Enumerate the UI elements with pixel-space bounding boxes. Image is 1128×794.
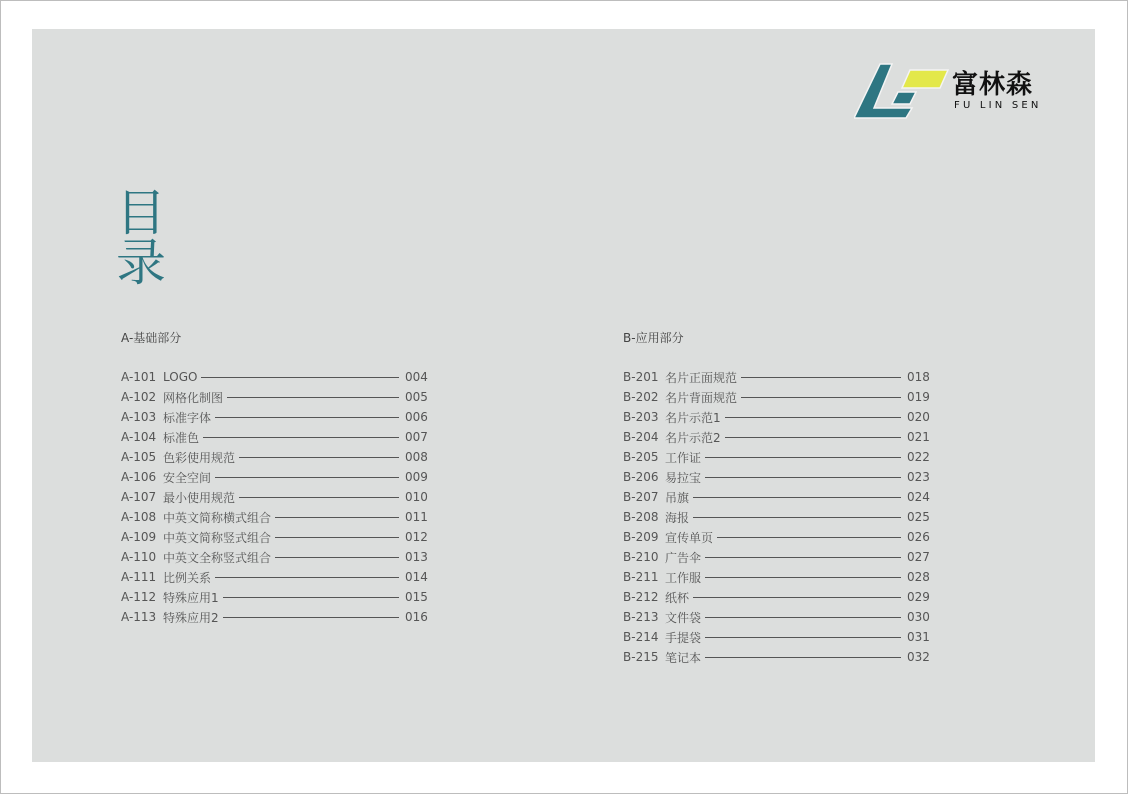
- toc-entry-leader: [693, 597, 901, 598]
- toc-entry-title: 工作证: [665, 450, 702, 465]
- toc-entry-page: 008: [405, 450, 428, 464]
- toc-entry-page: 009: [405, 470, 428, 484]
- toc-entry-page: 020: [907, 410, 930, 424]
- toc-entry[interactable]: [623, 567, 931, 587]
- toc-entry-code: B-211: [623, 570, 659, 584]
- toc-entry[interactable]: [623, 507, 931, 527]
- toc-entry[interactable]: [623, 587, 931, 607]
- toc-entry-code: B-205: [623, 450, 659, 464]
- toc-entry-page: 013: [405, 550, 428, 564]
- toc-entry-code: A-102: [121, 390, 157, 404]
- toc-entry-leader: [275, 557, 399, 558]
- toc-entry-page: 018: [907, 370, 930, 384]
- toc-entry-title: 海报: [665, 510, 690, 525]
- toc-entry-leader: [239, 497, 399, 498]
- toc-entry[interactable]: [623, 427, 931, 447]
- toc-entry-title: 纸杯: [665, 590, 690, 605]
- toc-entry-page: 029: [907, 590, 930, 604]
- section-a-heading: A-基础部分: [121, 331, 182, 345]
- toc-entry[interactable]: [121, 607, 429, 627]
- toc-entry-title: 易拉宝: [665, 470, 702, 485]
- toc-entry-code: A-107: [121, 490, 157, 504]
- toc-entry-title: 宣传单页: [665, 530, 714, 545]
- toc-entry-leader: [725, 437, 901, 438]
- toc-entry-page: 005: [405, 390, 428, 404]
- toc-entry-code: B-209: [623, 530, 659, 544]
- toc-entry-page: 007: [405, 430, 428, 444]
- brand-name-en: FU LIN SEN: [954, 100, 1042, 111]
- toc-entry-leader: [239, 457, 399, 458]
- toc-entry-leader: [705, 557, 901, 558]
- toc-list-b: [623, 367, 931, 667]
- toc-entry-title: 笔记本: [665, 650, 702, 665]
- toc-entry-code: B-201: [623, 370, 659, 384]
- toc-entry[interactable]: [121, 487, 429, 507]
- toc-entry-page: 030: [907, 610, 930, 624]
- toc-entry-title: 名片背面规范: [665, 390, 738, 405]
- toc-entry-code: A-113: [121, 610, 157, 624]
- toc-entry[interactable]: [121, 507, 429, 527]
- toc-entry-code: B-213: [623, 610, 659, 624]
- toc-entry-page: 015: [405, 590, 428, 604]
- section-b-heading: B-应用部分: [623, 331, 684, 345]
- toc-entry-page: 024: [907, 490, 930, 504]
- toc-entry-code: B-206: [623, 470, 659, 484]
- toc-entry-page: 004: [405, 370, 428, 384]
- toc-entry-leader: [215, 577, 399, 578]
- toc-entry-leader: [741, 397, 901, 398]
- toc-entry-code: B-214: [623, 630, 659, 644]
- toc-entry-page: 021: [907, 430, 930, 444]
- brand-logo: [854, 62, 1064, 122]
- toc-entry-title: 手提袋: [665, 630, 702, 645]
- toc-entry-title: 广告伞: [665, 550, 702, 565]
- page-title-char-1: 目: [116, 184, 166, 242]
- toc-entry-page: 025: [907, 510, 930, 524]
- toc-entry[interactable]: [121, 467, 429, 487]
- toc-entry[interactable]: [121, 527, 429, 547]
- toc-entry-code: B-208: [623, 510, 659, 524]
- toc-entry-page: 014: [405, 570, 428, 584]
- toc-entry-leader: [705, 617, 901, 618]
- toc-entry[interactable]: [623, 407, 931, 427]
- toc-entry[interactable]: [623, 367, 931, 387]
- toc-entry-leader: [705, 577, 901, 578]
- toc-entry-leader: [275, 517, 399, 518]
- toc-entry-leader: [223, 597, 399, 598]
- toc-entry-leader: [705, 637, 901, 638]
- toc-entry[interactable]: [121, 427, 429, 447]
- toc-entry-title: 最小使用规范: [163, 490, 236, 505]
- toc-entry-leader: [215, 477, 399, 478]
- toc-entry-code: A-111: [121, 570, 157, 584]
- toc-entry-code: A-110: [121, 550, 157, 564]
- toc-entry-code: A-105: [121, 450, 157, 464]
- toc-entry-title: 吊旗: [665, 490, 690, 505]
- toc-entry-code: A-104: [121, 430, 157, 444]
- toc-entry[interactable]: [121, 387, 429, 407]
- toc-entry-code: B-203: [623, 410, 659, 424]
- toc-entry-code: B-212: [623, 590, 659, 604]
- toc-entry[interactable]: [623, 447, 931, 467]
- toc-entry-page: 010: [405, 490, 428, 504]
- toc-entry[interactable]: [623, 547, 931, 567]
- toc-entry-code: A-109: [121, 530, 157, 544]
- toc-entry[interactable]: [121, 407, 429, 427]
- toc-entry-code: B-215: [623, 650, 659, 664]
- toc-entry-leader: [203, 437, 399, 438]
- toc-entry-code: A-103: [121, 410, 157, 424]
- toc-entry-title: 名片正面规范: [665, 370, 738, 385]
- toc-entry[interactable]: [121, 587, 429, 607]
- brand-name-cn: 富林森: [952, 70, 1034, 100]
- toc-entry-title: 中英文全称竖式组合: [163, 550, 272, 565]
- toc-entry-title: LOGO: [163, 370, 198, 384]
- toc-entry[interactable]: [623, 467, 931, 487]
- toc-entry-page: 023: [907, 470, 930, 484]
- toc-entry-title: 色彩使用规范: [163, 450, 236, 465]
- toc-entry-title: 工作服: [665, 570, 702, 585]
- toc-entry-leader: [215, 417, 399, 418]
- toc-entry-leader: [705, 477, 901, 478]
- toc-entry-page: 031: [907, 630, 930, 644]
- toc-entry[interactable]: [623, 627, 931, 647]
- toc-entry-page: 012: [405, 530, 428, 544]
- toc-entry-title: 中英文简称横式组合: [163, 510, 272, 525]
- toc-entry-title: 文件袋: [665, 610, 702, 625]
- toc-entry[interactable]: [121, 447, 429, 467]
- toc-entry-leader: [705, 457, 901, 458]
- toc-entry-leader: [275, 537, 399, 538]
- toc-entry-leader: [717, 537, 901, 538]
- toc-entry-page: 032: [907, 650, 930, 664]
- toc-list-a: [121, 367, 429, 627]
- toc-entry-code: A-106: [121, 470, 157, 484]
- toc-entry-page: 016: [405, 610, 428, 624]
- toc-entry-page: 019: [907, 390, 930, 404]
- toc-entry[interactable]: [121, 567, 429, 587]
- toc-entry[interactable]: [623, 527, 931, 547]
- toc-entry-page: 028: [907, 570, 930, 584]
- toc-entry-code: B-210: [623, 550, 659, 564]
- toc-entry-leader: [693, 517, 901, 518]
- toc-entry-page: 006: [405, 410, 428, 424]
- toc-entry-title: 名片示范1: [665, 410, 721, 425]
- page-title-char-2: 录: [116, 234, 166, 292]
- toc-entry-title: 安全空间: [163, 470, 212, 485]
- toc-entry-title: 标准色: [163, 430, 200, 445]
- toc-entry[interactable]: [623, 647, 931, 667]
- toc-entry[interactable]: [121, 547, 429, 567]
- toc-entry-code: B-202: [623, 390, 659, 404]
- toc-entry-title: 特殊应用2: [163, 610, 219, 625]
- brand-logo-mark: [854, 62, 950, 122]
- toc-entry-page: 027: [907, 550, 930, 564]
- toc-entry-page: 011: [405, 510, 428, 524]
- toc-entry-title: 比例关系: [163, 570, 212, 585]
- toc-entry-code: A-108: [121, 510, 157, 524]
- toc-entry-code: B-207: [623, 490, 659, 504]
- toc-entry-leader: [705, 657, 901, 658]
- toc-entry-title: 特殊应用1: [163, 590, 219, 605]
- toc-entry-title: 名片示范2: [665, 430, 721, 445]
- toc-entry-title: 网格化制图: [163, 390, 224, 405]
- toc-entry-leader: [227, 397, 399, 398]
- toc-entry[interactable]: [623, 487, 931, 507]
- toc-entry-page: 022: [907, 450, 930, 464]
- toc-entry[interactable]: [121, 367, 429, 387]
- toc-entry-leader: [725, 417, 901, 418]
- toc-entry-leader: [201, 377, 399, 378]
- toc-entry-leader: [693, 497, 901, 498]
- page-title: [116, 184, 176, 292]
- toc-entry-title: 中英文简称竖式组合: [163, 530, 272, 545]
- toc-entry[interactable]: [623, 387, 931, 407]
- toc-entry-page: 026: [907, 530, 930, 544]
- toc-entry[interactable]: [623, 607, 931, 627]
- toc-entry-code: A-112: [121, 590, 157, 604]
- toc-entry-code: B-204: [623, 430, 659, 444]
- toc-entry-title: 标准字体: [163, 410, 212, 425]
- toc-entry-code: A-101: [121, 370, 157, 384]
- toc-entry-leader: [741, 377, 901, 378]
- toc-entry-leader: [223, 617, 399, 618]
